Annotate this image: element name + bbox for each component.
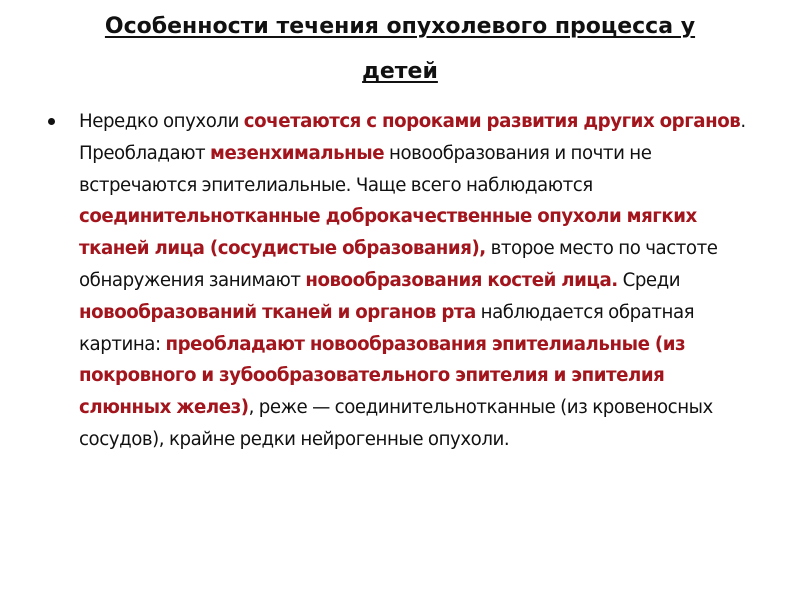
highlighted-phrase: новообразования костей лица.: [305, 269, 618, 291]
bullet-text: [79, 106, 760, 456]
text-segment: Нередко опухоли: [79, 111, 244, 132]
text-segment: Среди: [617, 269, 681, 291]
text-segment: наблюдается обратная картина:: [79, 301, 695, 355]
bullet-list: [48, 106, 760, 456]
text-segment: второе место по частоте обнаружения занимают: [79, 238, 718, 291]
highlighted-phrase: соединительнотканные доброкачественные опухоли мягких тканей лица (сосудистые образования),: [79, 206, 697, 260]
text-segment: , реже — соединительнотканные (из кровеносных сосудов), крайне редки нейрогенные опухоли.: [79, 397, 713, 450]
text-segment: . Преобладают: [79, 111, 746, 164]
slide-title: [40, 4, 760, 94]
highlighted-phrase: преобладают новообразования эпителиальные (из покровного и зубообразовательного эпителия и эпителия слюнных желез): [79, 333, 686, 419]
bullet-marker: [48, 118, 55, 125]
highlighted-phrase: новообразований тканей и органов рта: [79, 301, 476, 323]
highlighted-phrase: мезенхимальные: [210, 142, 385, 164]
slide-title-line-1: Особенности течения опухолевого процесса у: [104, 14, 696, 39]
text-segment: новообразования и почти не встречаются эпителиальные. Чаще всего наблюдаются: [79, 142, 652, 196]
slide-title-line-2: детей: [362, 59, 438, 84]
highlighted-phrase: сочетаются с пороками развития других органов: [243, 111, 741, 132]
